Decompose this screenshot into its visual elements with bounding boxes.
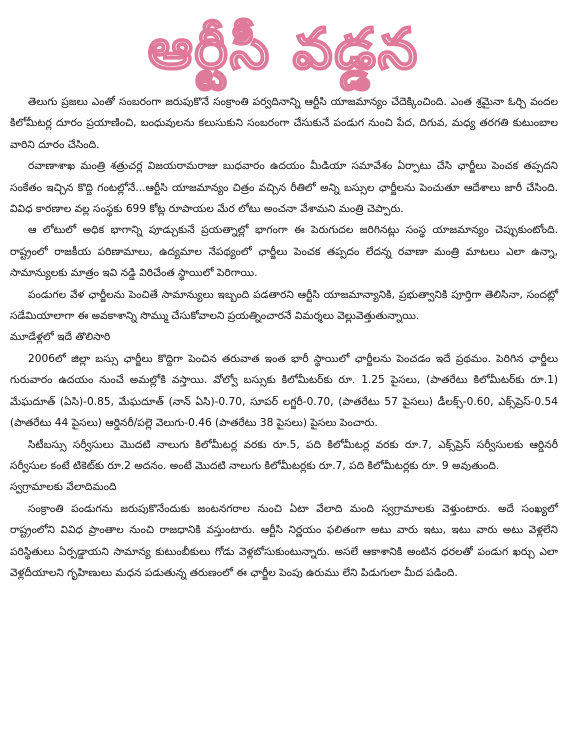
subheading-villages: స్వగ్రామాలకు వేలాదిమంది [10, 481, 117, 494]
paragraph-criticism: పండుగల వేళ ఛార్జీలను పెంచితే సామాన్యులు ఇబ్బంది పడతారని ఆర్టీసి యాజమాన్యానికి, ప్రభుత్వానికి పూర్తిగా తెలిసినా, సందట్లో సడేమియాలాగా ఈ అవకాశాన్ని సొమ్ము చేసుకోవాలని ప్రయత్నించారనే విమర్శలు వెల్లువెత్తుతున్నాయి. [10, 288, 558, 323]
article-body [10, 92, 558, 584]
paragraph-deficit: ఆ లోటులో అధిక భాగాన్ని పూడ్చుకునే ప్రయత్నాల్లో భాగంగా ఈ పెరుగుదల జరిగినట్లు సంస్థ యాజమాన్యం చెప్పుకుంటోంది. రాష్ట్రంలో రాజకీయ పరిణామాలు, ఉద్యమాల నేపథ్యంలో ఛార్జీలు పెంచక తప్పదం లేదన్న రవాణా మంత్రి మాటలు ఎలా ఉన్నా, సామాన్యులకు మాత్రం ఇవి నడ్డి విరిచేంత స్థాయిలో పెరిగాయి. [10, 224, 558, 280]
paragraph-travellers: సంక్రాంతి పండుగను జరుపుకొనేందుకు జంటనగరాల నుంచి ఏటా వేలాది మంది స్వగ్రామాలకు వెళ్తుంటారు. అదే సంఖ్యలో రాష్ట్రంలోని వివిధ ప్రాంతాల నుంచి రాజధానికి వస్తుంటారు. ఆర్టీసి నిర్ణయం ఫలితంగా అటు వారు ఇటు, ఇటు వారు అటు వెళ్లలేని పరిస్థితులు ఏర్పడ్డాయని సామాన్య కుటుంబీకులు గోడు వెళ్లబోసుకుంటున్నారు. అసలే ఆకాశానికి అంటిన ధరలతో పండుగ ఖర్చు ఎలా వెళ్లదీయాలని గృహిణులు మధన పడుతున్న తరుణంలో ఈ ఛార్జీల పెంపు ఉరుము లేని పిడుగులా మీద పడింది. [10, 502, 558, 579]
paragraph-city-bus: సిటీబస్సు సర్వీసులు మొదటి నాలుగు కిలోమీటర్ల వరకు రూ.5, పది కిలోమీటర్ల వరకు రూ.7, ఎక్స్‌ప్రెస్ సర్వీసులకు ఆర్డినరీ సర్వీసుల కంటే టికెట్‌కు రూ.2 అదనం. అంటే మొదటి నాలుగు కిలోమీటర్లకు రూ.7, పది కిలోమీటర్లకు రూ. 9 అవుతుంది. [10, 438, 558, 472]
paragraph-fares: 2006లో జిల్లా బస్సు ఛార్జీలు కొద్దిగా పెంచిన తరువాత ఇంత భారీ స్థాయిలో ఛార్జీలను పెంచడం ఇదే ప్రథమం. పెరిగిన ఛార్జీలు గురువారం ఉదయం నుంచే అమల్లోకి వస్తాయి. వోల్వో బస్సుకు కిలోమీటర్‌కు రూ. 1.25 పైసలు, (పాతరేటు కిలోమీటర్‌కు రూ.1) మేఘదూత్ (ఏసి)-0.85, మేఘదూత్ (నాన్ ఏసి)-0.70, సూపర్ లగ్జరీ-0.70, (పాతరేటు 57 పైసలు) డీలక్స్-0.60, ఎక్స్‌ప్రెస్-0.54 (పాతరేటు 44 పైసలు) ఆర్డినరీ/పల్లె వెలుగు-0.46 (పాతరేటు 38 పైసలు) పైసలు పెంచారు. [10, 352, 558, 430]
headline: ఆర్టీసీ వడ్డన [147, 17, 420, 82]
subheading-first-time: మూడేళ్లలో ఇదే తొలిసారి [10, 331, 111, 344]
paragraph-intro: తెలుగు ప్రజలు ఎంతో సంబరంగా జరుపుకొనే సంక్రాంతి పర్వదినాన్ని ఆర్టీసి యాజమాన్యం చేదెక్కించింది. ఎంత శ్రమైనా ఓర్చి వందల కిలోమీటర్ల దూరం ప్రయాణించి, బంధువులను కలుసుకుని సంబరంగా చేసుకునే పండుగ నుంచి పేద, దిగువ, మధ్య తరగతి కుటుంబాల వారిని దూరం చేసింది. [10, 96, 558, 151]
paragraph-minister: రవాణాశాఖ మంత్రి శత్రుచర్ల విజయరామరాజు బుధవారం ఉదయం మీడియా సమావేశం ఏర్పాటు చేసి ఛార్జీలు పెంచక తప్పదని సంకేతం ఇచ్చిన కొద్ది గంటల్లోనే...ఆర్టీసి యాజమాన్యం చిత్రం వచ్చిన రీతిలో అన్ని బస్సుల ఛార్జీలను పెంచుతూ ఆదేశాలు జారీ చేసింది. వివిధ కారణాల వల్ల సంస్థకు 699 కోట్ల రూపాయల మేర లోటు అంచనా వేశామని మంత్రి చెప్పారు. [10, 160, 558, 216]
